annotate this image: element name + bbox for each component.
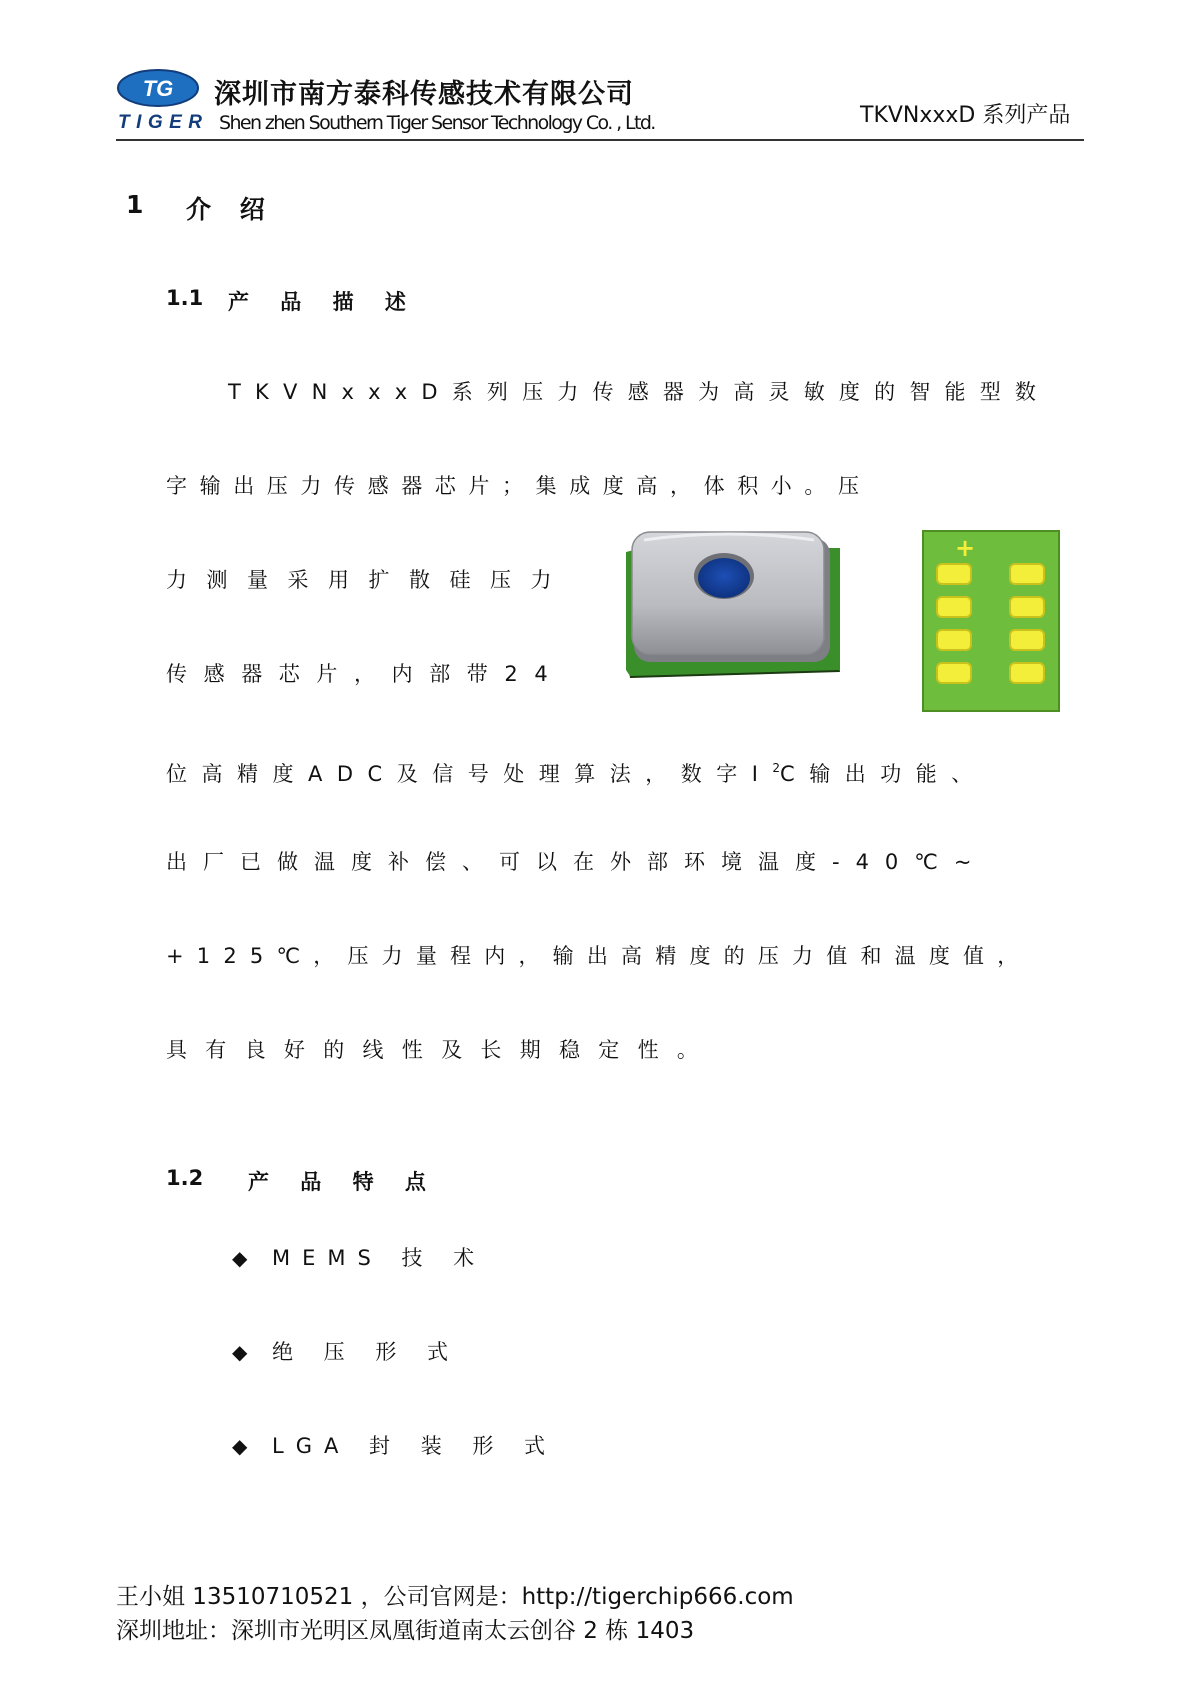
description-line: 传感器芯片，内部带24 [166,662,565,686]
footer-contact: 王小姐 13510710521 ，公司官网是：http://tigerchip666.com [116,1584,794,1610]
feature-item [232,1242,486,1272]
feature-text: MEMS 技 术 [272,1246,487,1270]
feature-item [232,1336,460,1366]
subsection-title: 产 品 特 点 [248,1170,438,1194]
feature-text: LGA 封 装 形 式 [272,1434,558,1458]
description-line: TKVNxxxD系列压力传感器为高灵敏度的智能型数 [228,380,1051,404]
description-text: 位高精度ADC及信号处理算法，数字I [166,762,773,786]
section-number: 1 [126,190,144,219]
description-line: 字输出压力传感器芯片；集成度高，体积小。压 [166,474,872,498]
feature-text: 绝 压 形 式 [272,1340,461,1364]
logo-wordmark: TIGER [118,112,202,133]
description-line: 出厂已做温度补偿、可以在外部环境温度-40℃~ [166,850,988,874]
series-title: TKVNxxxD 系列产品 [860,103,1071,128]
superscript: 2 [772,761,781,775]
company-name-en: Shen zhen Southern Tiger Sensor Technology Co. , Ltd. [219,112,655,134]
subsection-number: 1.1 [166,286,204,310]
company-name-cn: 深圳市南方泰科传感技术有限公司 [214,79,634,110]
sensor-package-image [624,530,842,682]
diamond-bullet-icon: ◆ [232,1246,248,1270]
description-line: 具有良好的线性及长期稳定性。 [166,1038,717,1062]
subsection-title: 产 品 描 述 [228,290,418,314]
pad-layout-image [922,530,1060,712]
description-line [166,753,987,789]
company-logo [116,66,206,136]
description-text: C输出功能、 [780,762,987,786]
feature-item [232,1430,557,1460]
section-title: 介 绍 [186,195,275,224]
subsection-number: 1.2 [166,1166,204,1190]
header-divider [116,139,1084,141]
description-line: +125℃，压力量程内，输出高精度的压力值和温度值， [166,944,1032,968]
footer-address: 深圳地址：深圳市光明区凤凰街道南太云创谷 2 栋 1403 [116,1618,695,1644]
diamond-bullet-icon: ◆ [232,1434,248,1458]
diamond-bullet-icon: ◆ [232,1340,248,1364]
description-line: 力测量采用扩散硅压力 [166,568,571,592]
plus-marker: + [954,534,976,562]
logo-monogram: TG [142,76,174,101]
